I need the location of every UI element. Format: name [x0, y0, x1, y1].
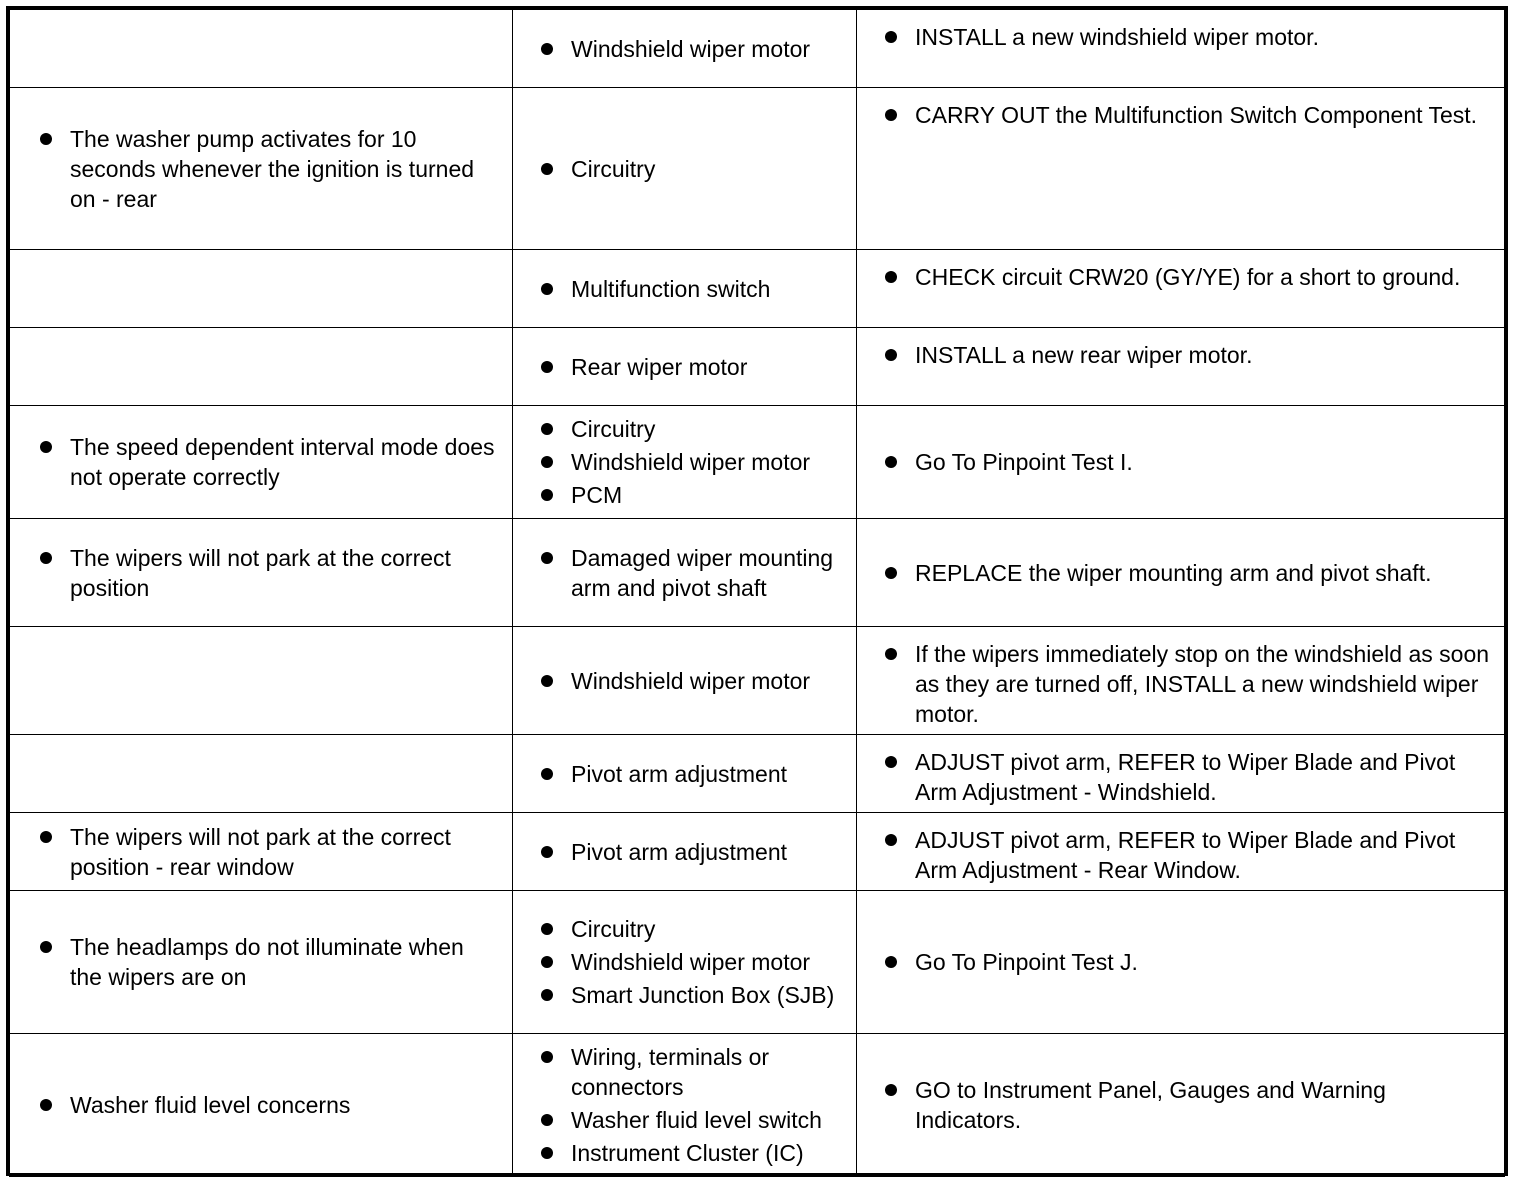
cause-item: Damaged wiper mounting arm and pivot shaft [537, 543, 850, 603]
cause-item: Pivot arm adjustment [537, 759, 850, 789]
condition-item: The wipers will not park at the correct position [36, 543, 502, 603]
condition-cell [10, 250, 513, 328]
cause-cell [513, 891, 857, 1034]
cause-item: Multifunction switch [537, 274, 850, 304]
action-item: CHECK circuit CRW20 (GY/YE) for a short to ground. [881, 262, 1490, 292]
action-item: REPLACE the wiper mounting arm and pivot shaft. [881, 558, 1490, 588]
action-cell [857, 813, 1505, 891]
cause-item: Smart Junction Box (SJB) [537, 980, 850, 1010]
cause-cell [513, 519, 857, 627]
symptom-chart-table [9, 9, 1505, 1177]
table-row [10, 10, 1505, 88]
cause-item: Rear wiper motor [537, 352, 850, 382]
cause-cell [513, 250, 857, 328]
cause-item: Instrument Cluster (IC) [537, 1138, 850, 1168]
action-item: If the wipers immediately stop on the windshield as soon as they are turned off, INSTALL a new windshield wiper motor. [881, 639, 1490, 729]
action-item: ADJUST pivot arm, REFER to Wiper Blade and Pivot Arm Adjustment - Rear Window. [881, 825, 1490, 885]
condition-item: The headlamps do not illuminate when the wipers are on [36, 932, 502, 992]
condition-cell [10, 519, 513, 627]
action-item: INSTALL a new windshield wiper motor. [881, 22, 1490, 52]
table-row [10, 88, 1505, 250]
table-row [10, 406, 1505, 519]
condition-item: The speed dependent interval mode does not operate correctly [36, 432, 502, 492]
table-row [10, 813, 1505, 891]
diagnostic-table-page [6, 6, 1508, 1176]
action-cell [857, 627, 1505, 735]
cause-cell [513, 88, 857, 250]
table-row [10, 1034, 1505, 1177]
condition-cell [10, 627, 513, 735]
action-cell [857, 406, 1505, 519]
condition-item: The washer pump activates for 10 seconds whenever the ignition is turned on - rear [36, 124, 502, 214]
table-row [10, 735, 1505, 813]
action-cell [857, 88, 1505, 250]
table-row [10, 328, 1505, 406]
cause-item: Circuitry [537, 414, 850, 444]
table-row [10, 627, 1505, 735]
condition-cell [10, 88, 513, 250]
condition-cell [10, 813, 513, 891]
cause-item: Windshield wiper motor [537, 666, 850, 696]
cause-item: Washer fluid level switch [537, 1105, 850, 1135]
cause-item: Circuitry [537, 914, 850, 944]
table-row [10, 891, 1505, 1034]
condition-cell [10, 328, 513, 406]
condition-cell [10, 10, 513, 88]
table-row [10, 519, 1505, 627]
action-cell [857, 328, 1505, 406]
action-cell [857, 10, 1505, 88]
cause-item: PCM [537, 480, 850, 510]
cause-cell [513, 406, 857, 519]
cause-item: Circuitry [537, 154, 850, 184]
condition-item: The wipers will not park at the correct position - rear window [36, 822, 502, 882]
condition-cell [10, 735, 513, 813]
action-item: INSTALL a new rear wiper motor. [881, 340, 1490, 370]
cause-cell [513, 10, 857, 88]
action-cell [857, 250, 1505, 328]
action-item: Go To Pinpoint Test I. [881, 447, 1490, 477]
action-item: Go To Pinpoint Test J. [881, 947, 1490, 977]
condition-item: Washer fluid level concerns [36, 1090, 502, 1120]
action-cell [857, 735, 1505, 813]
cause-cell [513, 328, 857, 406]
cause-item: Pivot arm adjustment [537, 837, 850, 867]
table-row [10, 250, 1505, 328]
cause-cell [513, 813, 857, 891]
cause-cell [513, 735, 857, 813]
action-item: CARRY OUT the Multifunction Switch Component Test. [881, 100, 1490, 130]
cause-item: Windshield wiper motor [537, 34, 850, 64]
action-item: GO to Instrument Panel, Gauges and Warning Indicators. [881, 1075, 1490, 1135]
condition-cell [10, 891, 513, 1034]
cause-item: Wiring, terminals or connectors [537, 1042, 850, 1102]
action-cell [857, 519, 1505, 627]
cause-item: Windshield wiper motor [537, 447, 850, 477]
condition-cell [10, 406, 513, 519]
cause-cell [513, 627, 857, 735]
cause-item: Windshield wiper motor [537, 947, 850, 977]
action-cell [857, 891, 1505, 1034]
action-cell [857, 1034, 1505, 1177]
condition-cell [10, 1034, 513, 1177]
action-item: ADJUST pivot arm, REFER to Wiper Blade and Pivot Arm Adjustment - Windshield. [881, 747, 1490, 807]
cause-cell [513, 1034, 857, 1177]
